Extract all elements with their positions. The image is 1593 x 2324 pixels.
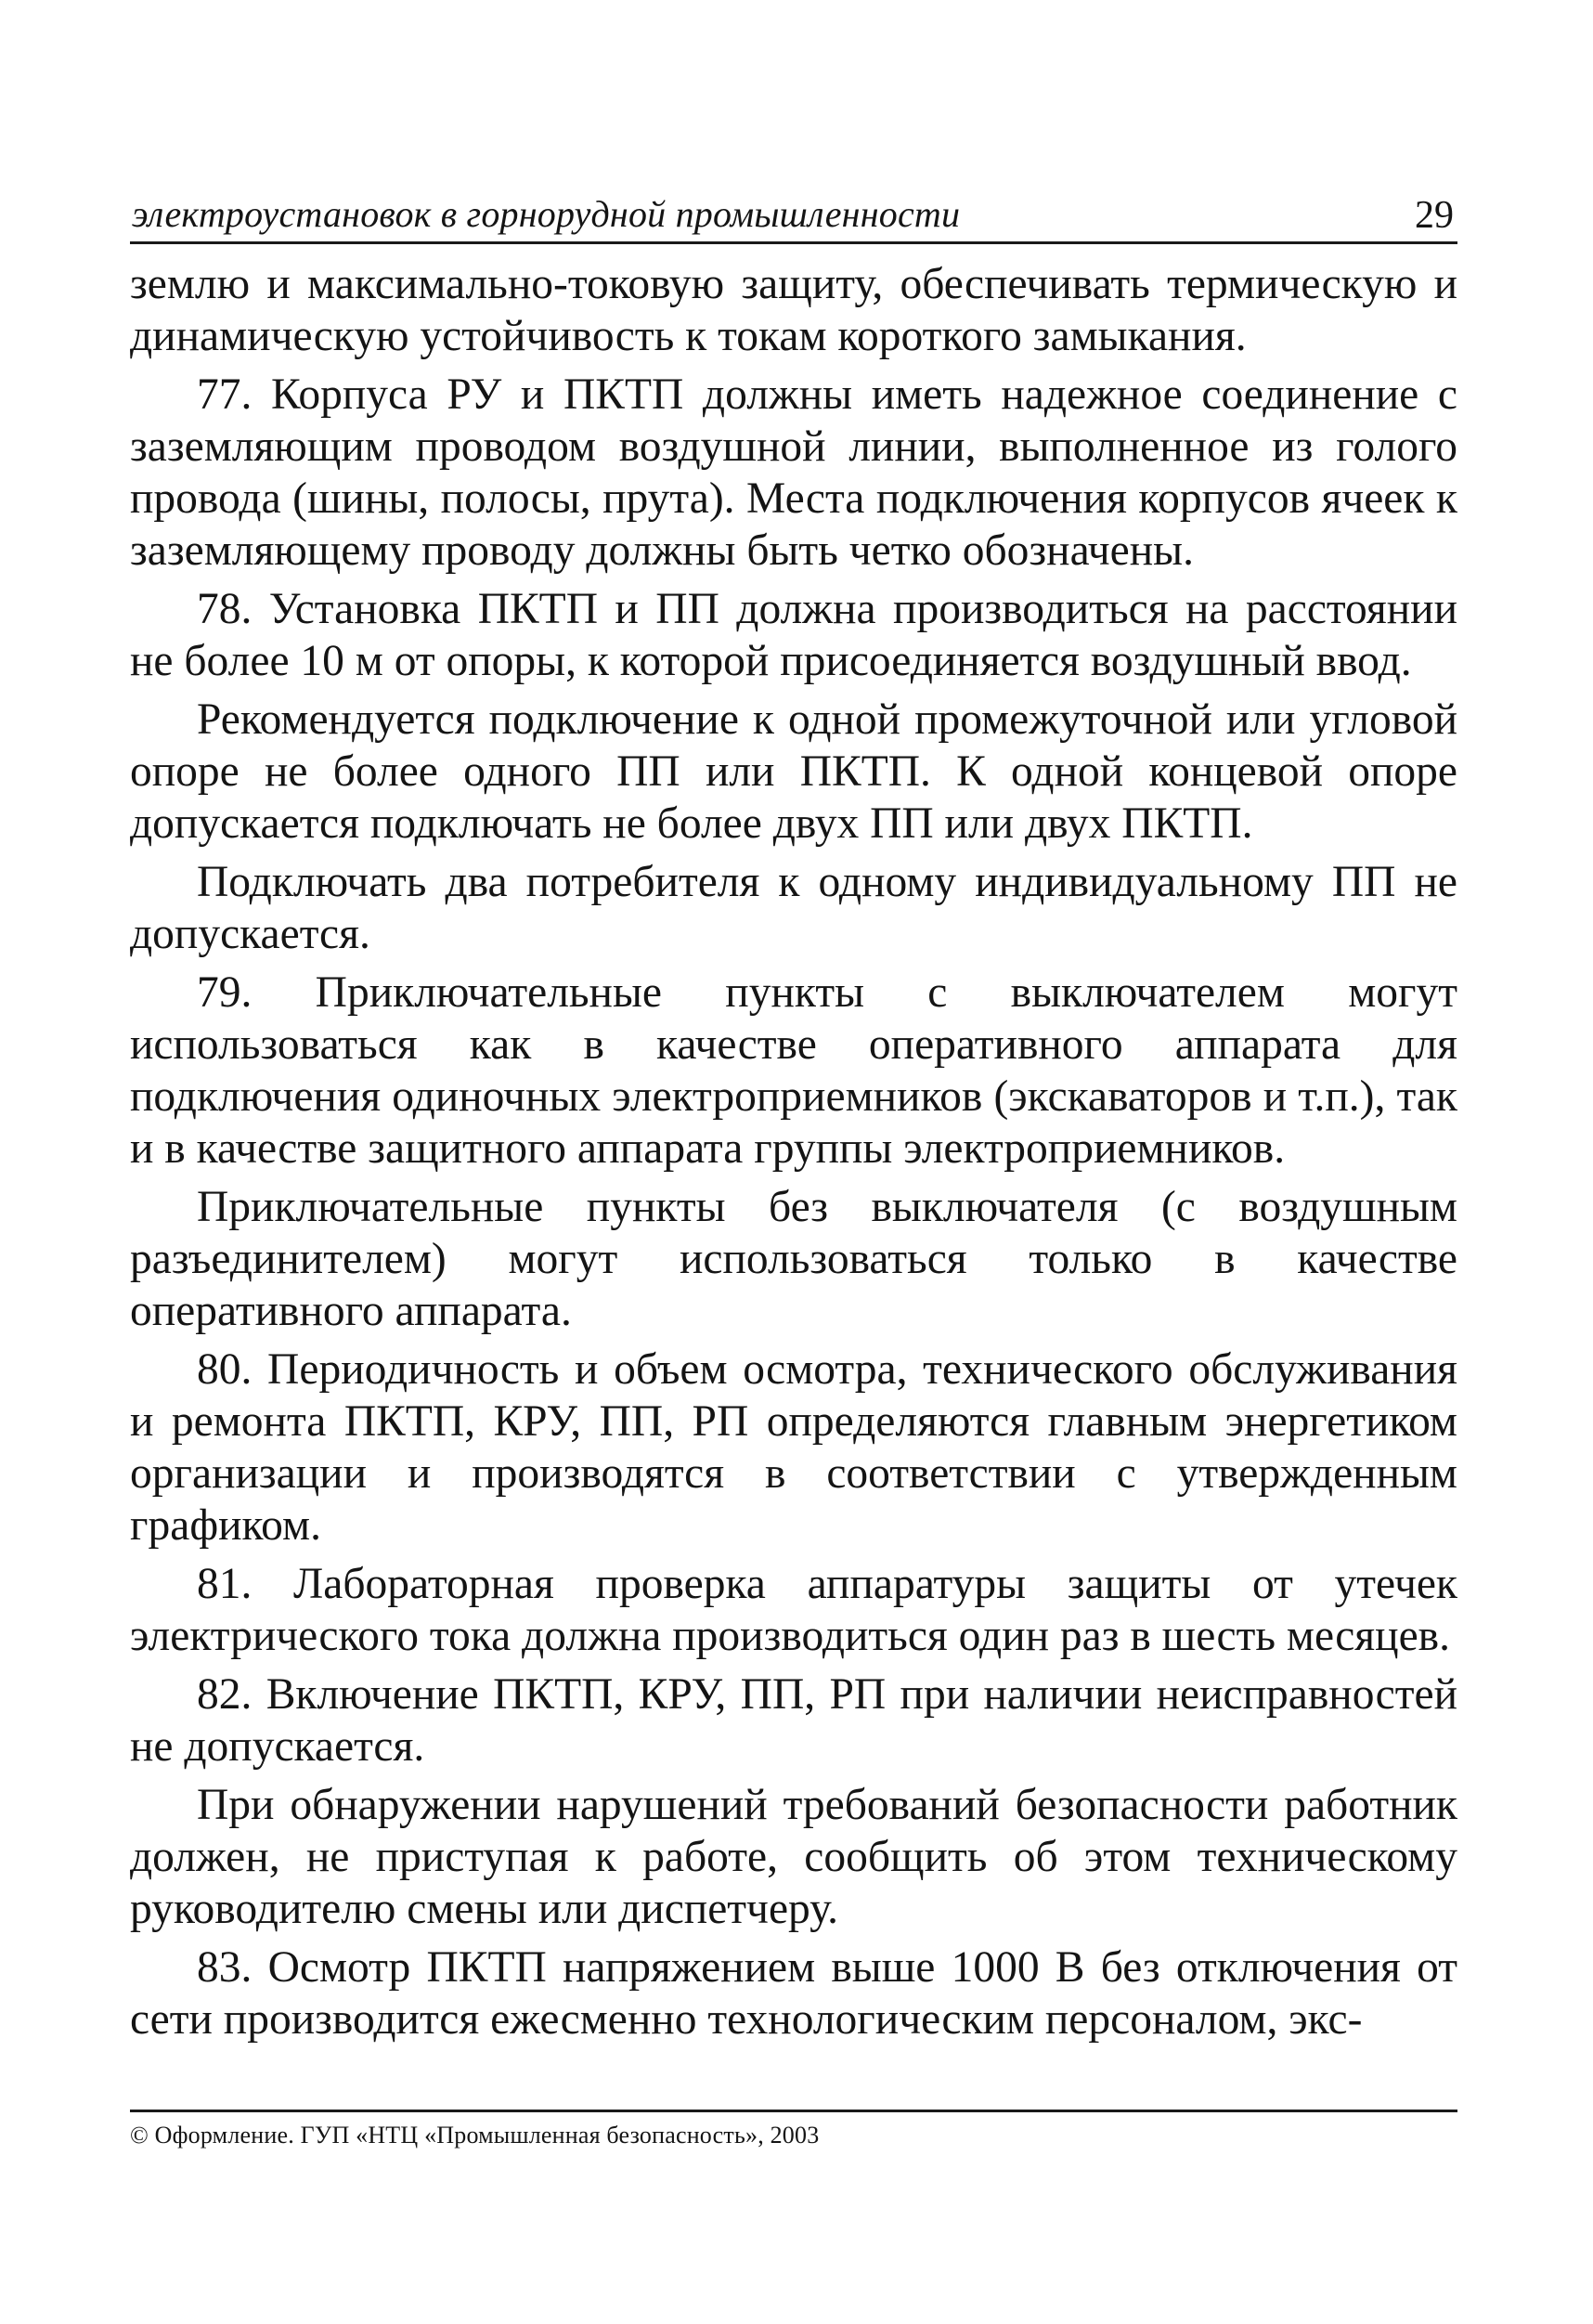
paragraph-78-recommendation: Рекомендуется подключение к одной промежуточной или угловой опоре не более одного ПП или ПКТП. К одной концевой опоре допускается подключать не более двух ПП или двух ПКТП. [130, 695, 1457, 848]
paragraph-78-restriction: Подключать два потребителя к одному индивидуальному ПП не допускается. [130, 858, 1457, 958]
paragraph-82-note: При обнаружении нарушений требований безопасности работник должен, не приступая к работе, сообщить об этом техническому руководителю смены или диспетчеру. [130, 1781, 1457, 1933]
footer-copyright: © Оформление. ГУП «НТЦ «Промышленная безопасность», 2003 [130, 2122, 820, 2149]
paragraph-continuation: землю и максимально-токовую защиту, обеспечивать термическую и динамическую устойчивость к токам короткого замыкания. [130, 260, 1457, 360]
page-number: 29 [1415, 194, 1454, 237]
body-text [130, 258, 1457, 2052]
paragraph-79: 79. Приключательные пункты с выключателем могут использоваться как в качестве оперативного аппарата для подключения одиночных электроприемников (экскаваторов и т.п.), так и в качестве защитного аппарата группы электроприемников. [130, 968, 1457, 1173]
paragraph-79-note: Приключательные пункты без выключателя (с воздушным разъединителем) могут использоваться только в качестве оперативного аппарата. [130, 1183, 1457, 1335]
paragraph-83: 83. Осмотр ПКТП напряжением выше 1000 В без отключения от сети производится ежесменно технологическим персоналом, экс- [130, 1943, 1457, 2044]
paragraph-82: 82. Включение ПКТП, КРУ, ПП, РП при наличии неисправностей не допускается. [130, 1670, 1457, 1771]
paragraph-77: 77. Корпуса РУ и ПКТП должны иметь надежное соединение с заземляющим проводом воздушной линии, выполненное из голого провода (шины, полосы, прута). Места подключения корпусов ячеек к заземляющему проводу должны быть четко обозначены. [130, 370, 1457, 575]
paragraph-81: 81. Лабораторная проверка аппаратуры защиты от утечек электрического тока должна производиться один раз в шесть месяцев. [130, 1560, 1457, 1660]
page-footer [130, 2110, 1457, 2149]
paragraph-80: 80. Периодичность и объем осмотра, технического обслуживания и ремонта ПКТП, КРУ, ПП, РП определяются главным энергетиком организации и производятся в соответствии с утвержденным графиком. [130, 1345, 1457, 1550]
paragraph-78: 78. Установка ПКТП и ПП должна производиться на расстоянии не более 10 м от опоры, к которой присоединяется воздушный ввод. [130, 585, 1457, 685]
running-header-title: электроустановок в горнорудной промышленности [132, 193, 961, 235]
running-header [130, 186, 1457, 244]
